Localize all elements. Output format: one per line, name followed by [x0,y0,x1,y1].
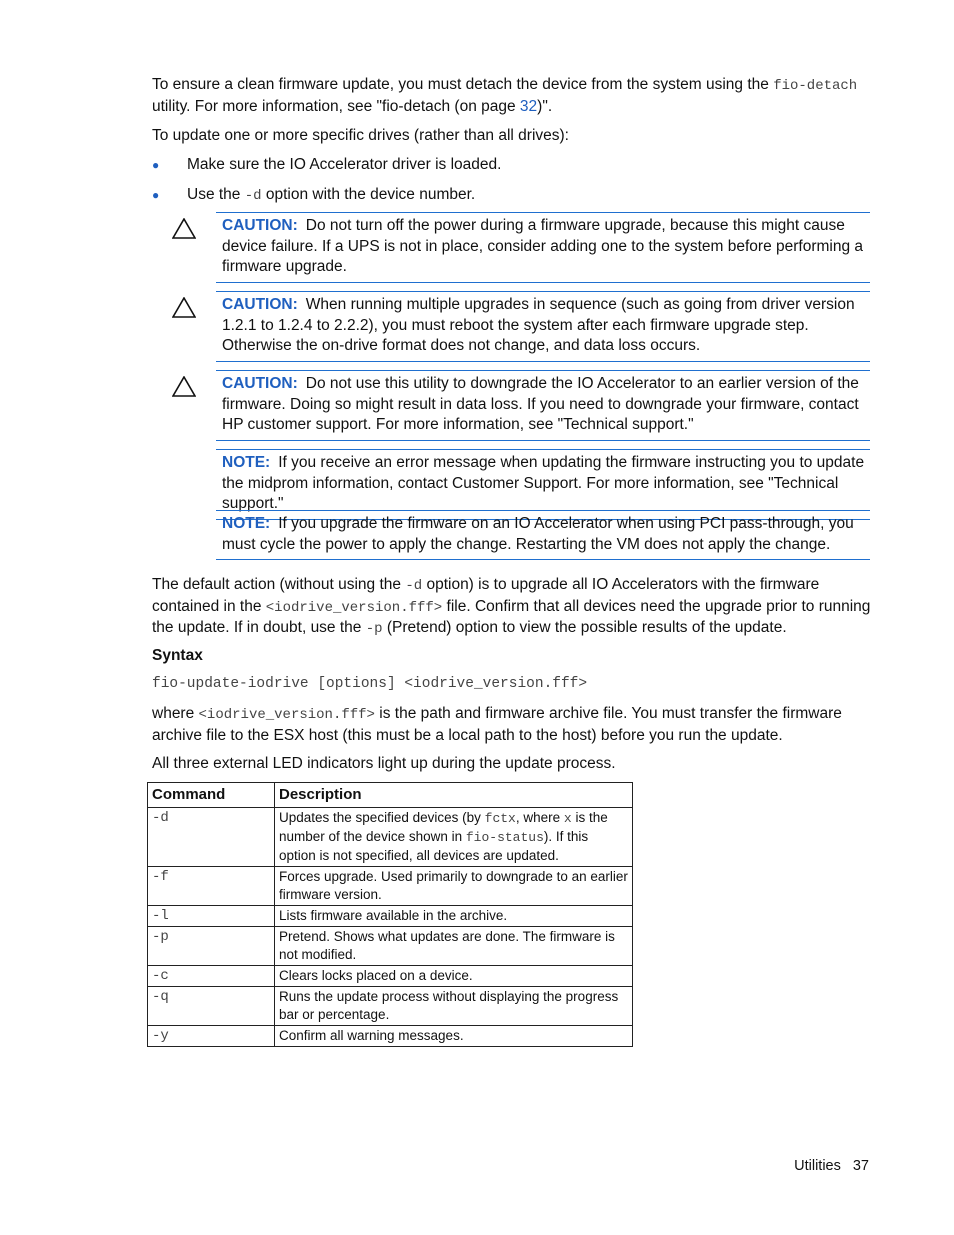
caution-icon [172,376,196,398]
where-text-b: is the path and firmware archive file. You must transfer the firmware archive file to the ESX host (this must be a local path to the host) before you run the update. [152,705,842,744]
description-cell: Forces upgrade. Used primarily to downgrade to an earlier firmware version. [275,867,633,906]
note-label: NOTE: [222,454,271,471]
command-cell: -p [148,927,275,966]
intro-paragraph [152,75,872,117]
note-text: If you upgrade the firmware on an IO Accelerator when using PCI pass-through, you must cycle the power to apply the change. Restarting the VM does not apply the change. [222,515,854,553]
caution-icon [172,297,196,319]
table-row [148,987,633,1026]
bullet-text [187,185,475,207]
led-note: All three external LED indicators light up during the update process. [152,755,616,772]
code-fctx: fctx [484,811,516,826]
code-d-option: -d [244,188,262,204]
intro-text-2: utility. For more information, see "fio-detach (on page [152,97,516,115]
intro-text-3: )". [537,97,553,115]
caution-label: CAUTION: [222,375,298,392]
note-box [216,449,870,520]
intro-text: To ensure a clean firmware update, you must detach the device from the system using the [152,76,769,93]
code-fio-detach: fio-detach [773,78,858,94]
note-label: NOTE: [222,515,271,532]
command-cell: -l [148,906,275,927]
page-footer [794,1158,869,1174]
page-number: 37 [852,1158,869,1174]
where-text-a: where [152,705,195,722]
update-drives-paragraph: To update one or more specific drives (rather than all drives): [152,127,569,144]
default-text-a: The default action (without using the [152,576,402,593]
table-row [148,927,633,966]
desc-text: ). If this option is not specified, all devices are updated. [279,829,589,863]
command-cell: -c [148,966,275,987]
command-cell: -y [148,1026,275,1047]
table-row [148,808,633,867]
syntax-command: fio-update-iodrive [options] <iodrive_version.fff> [152,676,588,692]
code-x: x [563,811,572,826]
caution-text: When running multiple upgrades in sequence (such as going from driver version 1.2.1 to 1.2.4 to 2.2.2), you must reboot the system after each firmware upgrade step. Otherwise the on-drive format does not change, and data loss occurs. [222,296,855,354]
column-header-description: Description [275,783,633,808]
description-cell [275,808,633,867]
code-d-option: -d [405,578,423,594]
bullet-icon: ● [152,188,160,202]
column-header-command: Command [148,783,275,808]
default-text-d: (Pretend) option to view the possible results of the update. [386,619,787,636]
caution-label: CAUTION: [222,296,298,313]
description-cell: Confirm all warning messages. [275,1026,633,1047]
code-p-option: -p [365,621,383,637]
table-row [148,966,633,987]
default-text-b: option) is to upgrade all IO Accelerators with the firmware contained in the [152,576,820,615]
description-cell: Pretend. Shows what updates are done. The firmware is not modified. [275,927,633,966]
bullet-text-b: option with the device number. [265,186,476,203]
default-text-c: file. Confirm that all devices need the upgrade prior to running the update. If in doubt, use the [152,597,871,636]
code-fio-status: fio-status [465,830,544,845]
bullet-icon: ● [152,158,160,172]
caution-icon [172,218,196,240]
table-header-row [148,783,633,808]
note-text: If you receive an error message when updating the firmware instructing you to update the midprom information, contact Customer Support. For more information, see "Technical support." [222,454,865,512]
table-row [148,867,633,906]
code-iodrive-version: <iodrive_version.fff> [198,707,375,723]
desc-text: Updates the specified devices (by [279,810,481,825]
bullet-text-a: Use the [187,186,241,203]
caution-box [216,370,870,441]
caution-text: Do not use this utility to downgrade the IO Accelerator to an earlier version of the firmware. Doing so might result in data loss. If you need to downgrade your firmware, contact HP customer support. For more information, see "Technical support." [222,375,859,433]
note-box [216,510,870,560]
caution-box [216,291,870,362]
command-cell: -d [148,808,275,867]
options-table [147,782,633,1047]
bullet-text: Make sure the IO Accelerator driver is loaded. [187,156,502,173]
table-row [148,906,633,927]
description-cell: Runs the update process without displaying the progress bar or percentage. [275,987,633,1026]
desc-text: , where [515,810,561,825]
table-row [148,1026,633,1047]
caution-label: CAUTION: [222,217,298,234]
command-cell: -f [148,867,275,906]
default-action-paragraph [152,575,874,640]
where-paragraph [152,704,872,746]
caution-text: Do not turn off the power during a firmware upgrade, because this might cause device failure. If a UPS is not in place, consider adding one to the system before performing a firmware upgrade. [222,217,864,275]
description-cell: Lists firmware available in the archive. [275,906,633,927]
command-cell: -q [148,987,275,1026]
syntax-heading: Syntax [152,647,203,664]
desc-text: is the number of the device shown in [279,810,608,844]
page-link[interactable]: 32 [519,97,538,115]
description-cell: Clears locks placed on a device. [275,966,633,987]
footer-section: Utilities [794,1158,841,1174]
caution-box [216,212,870,283]
code-iodrive-version: <iodrive_version.fff> [265,599,443,616]
